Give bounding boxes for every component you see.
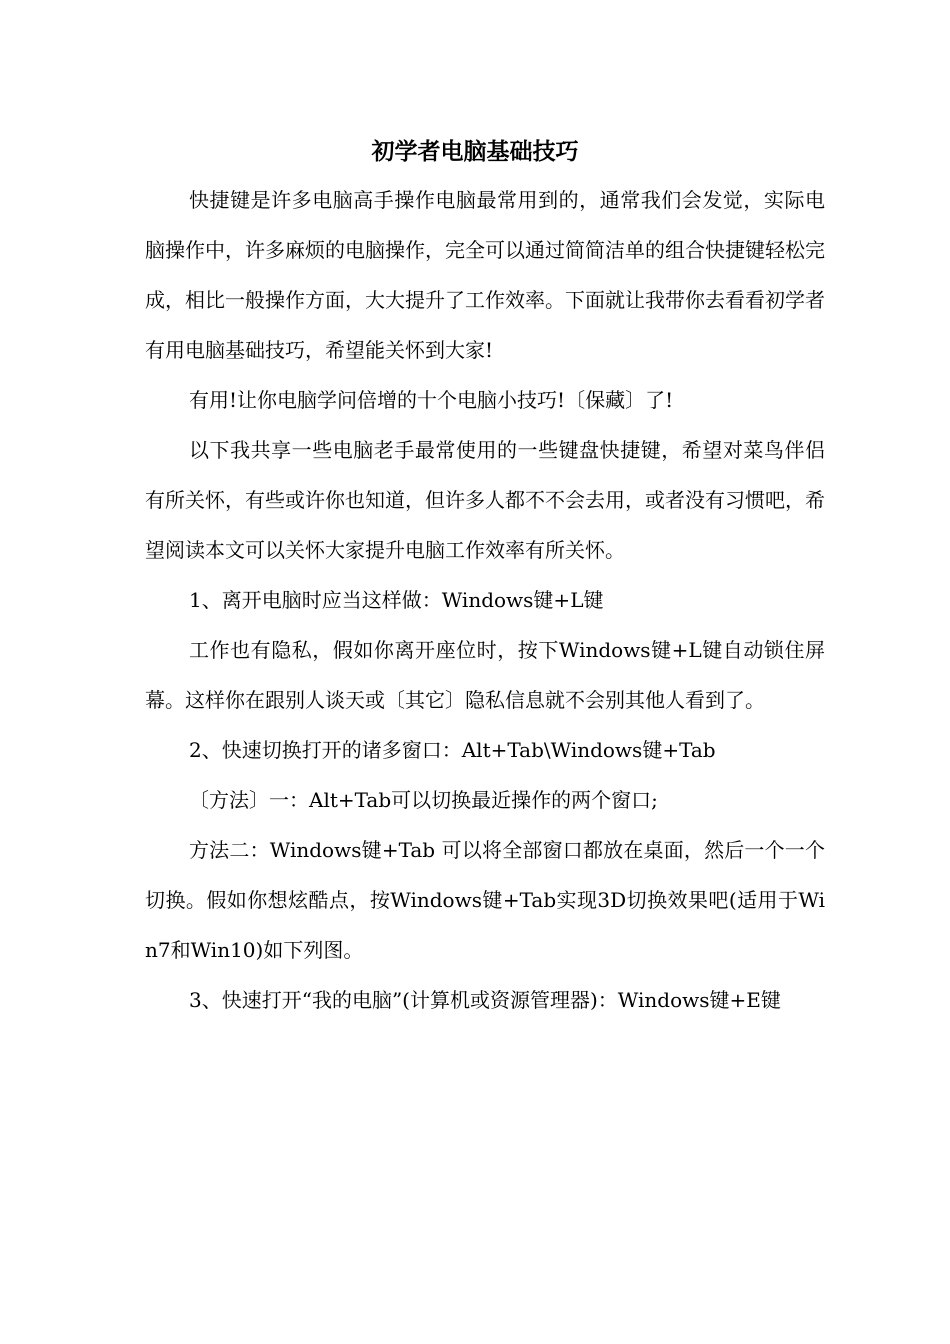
paragraph-tip-2-method-1: 〔方法〕一：Alt+Tab可以切换最近操作的两个窗口;	[189, 788, 658, 812]
paragraph-sharing: 以下我共享一些电脑老手最常使用的一些键盘快捷键，希望对菜鸟伴侣有所关怀，有些或许你也知道，但许多人都不不会去用，或者没有习惯吧，希望阅读本文可以关怀大家提升电脑工作效率有所关怀。	[145, 438, 825, 562]
paragraph-tips-heading: 有用!让你电脑学问倍增的十个电脑小技巧!〔保藏〕了!	[189, 388, 674, 412]
document-title: 初学者电脑基础技巧	[371, 138, 579, 165]
paragraph-tip-1-body: 工作也有隐私，假如你离开座位时，按下Windows键+L键自动锁住屏幕。这样你在跟别人谈天或〔其它〕隐私信息就不会别其他人看到了。	[145, 638, 825, 712]
paragraph-tip-2-method-2: 方法二：Windows键+Tab 可以将全部窗口都放在桌面，然后一个一个切换。假如你想炫酷点，按Windows键+Tab实现3D切换效果吧(适用于Win7和Win10)如下列图。	[145, 838, 825, 962]
paragraph-intro: 快捷键是许多电脑高手操作电脑最常用到的，通常我们会发觉，实际电脑操作中，许多麻烦的电脑操作，完全可以通过简简洁单的组合快捷键轻松完成，相比一般操作方面，大大提升了工作效率。下面就让我带你去看看初学者有用电脑基础技巧，希望能关怀到大家!	[145, 188, 825, 362]
paragraph-tip-1-heading: 1、离开电脑时应当这样做：Windows键+L键	[189, 588, 604, 612]
paragraph-tip-3-heading: 3、快速打开“我的电脑”(计算机或资源管理器)：Windows键+E键	[189, 988, 781, 1012]
document-body	[145, 175, 825, 1025]
paragraph-tip-2-heading: 2、快速切换打开的诸多窗口：Alt+Tab\Windows键+Tab	[189, 738, 716, 762]
